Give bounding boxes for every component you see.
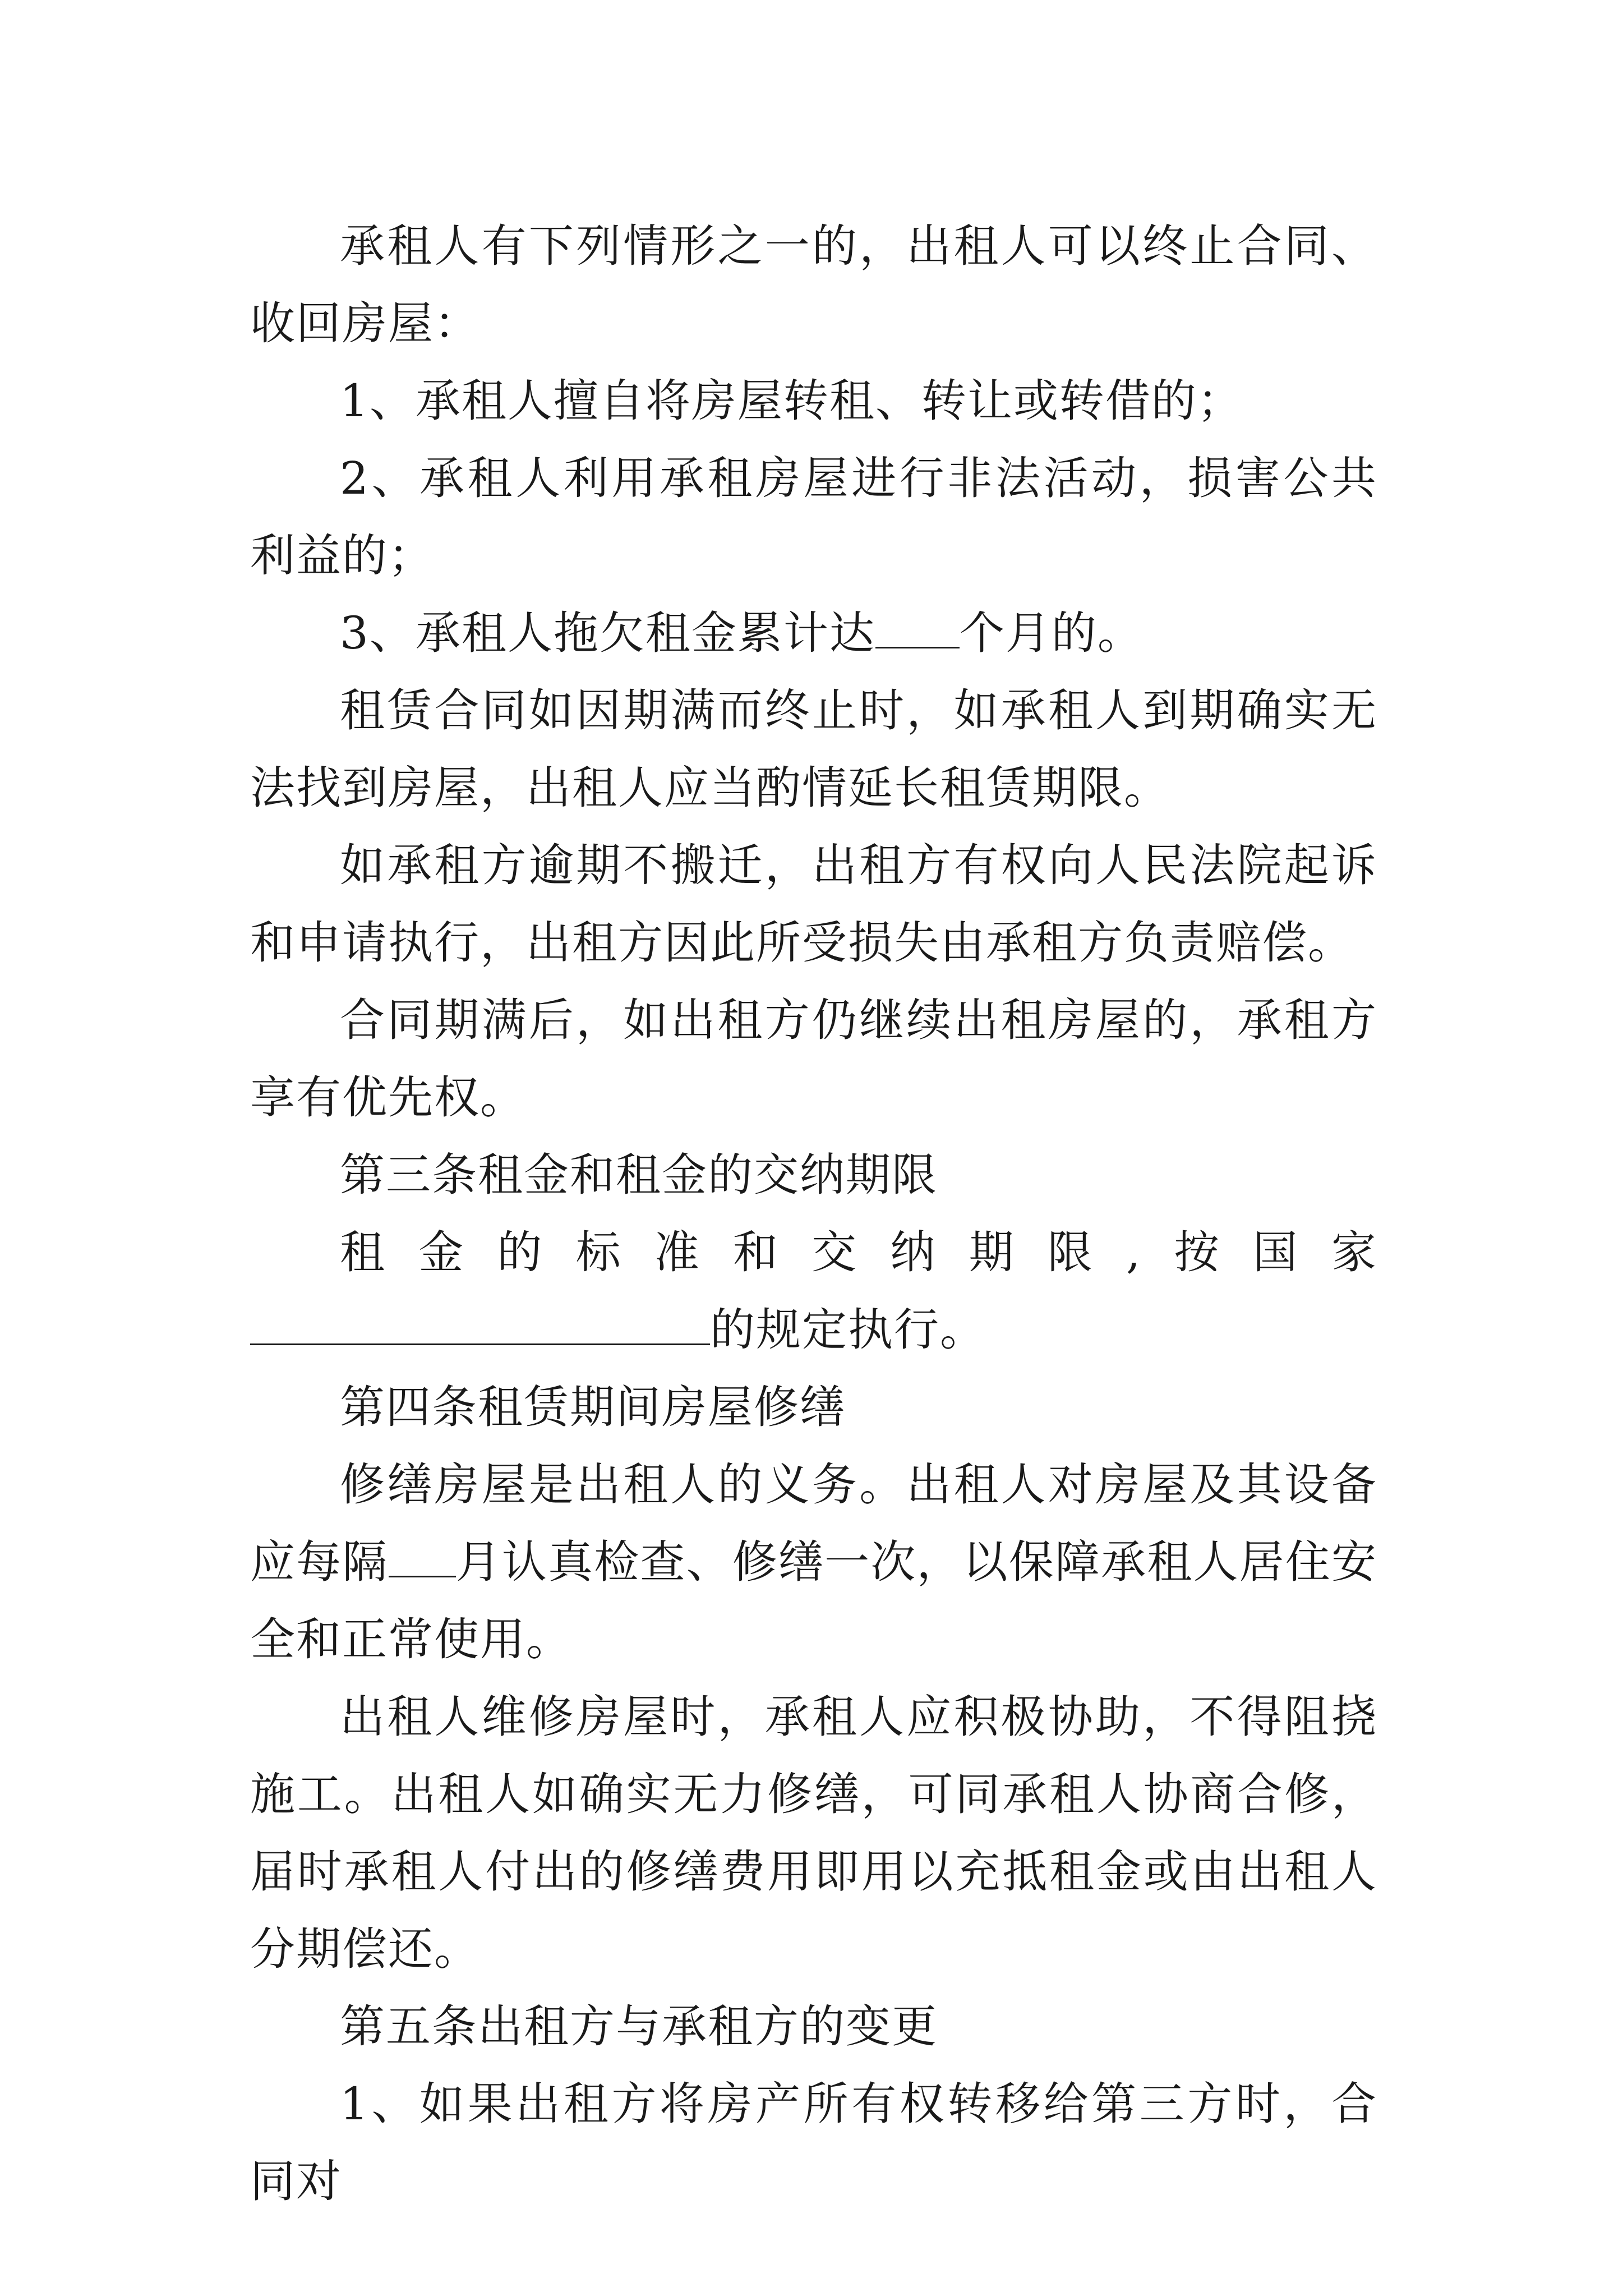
clause-3-text-before: 3、承租人拖欠租金累计达 [340, 607, 875, 659]
interval-blank-field [389, 1536, 456, 1577]
paragraph-lease-expiry: 租赁合同如因期满而终止时，如承租人到期确实无法找到房屋，出租人应当酌情延长租赁期限。 [250, 684, 1377, 814]
paragraph-clause-1: 1、承租人擅自将房屋转租、转让或转借的； [340, 375, 1243, 427]
clause-3-text-after: 个月的。 [959, 607, 1144, 659]
paragraph-overdue-move: 如承租方逾期不搬迁，出租方有权向人民法院起诉和申请执行，出租方因此所受损失由承租方负责赔偿。 [250, 839, 1377, 969]
rent-text-after: 的规定执行。 [710, 1304, 986, 1356]
paragraph-repair-duty [250, 1446, 1377, 1678]
paragraph-termination-conditions: 承租人有下列情形之一的，出租人可以终止合同、收回房屋： [250, 220, 1377, 349]
months-blank-field [875, 608, 960, 648]
regulation-blank-field [250, 1304, 710, 1345]
repair-text-after: 月认真检查、修缮一次，以保障承租人居住安全和正常使用。 [250, 1536, 1378, 1665]
paragraph-repair-cooperation: 出租人维修房屋时，承租人应积极协助，不得阻挠施工。出租人如确实无力修缮，可同承租人协商合修，届时承租人付出的修缮费用即用以充抵租金或由出租人分期偿还。 [250, 1691, 1377, 1975]
rent-text-before: 租金的标准和交纳期限,按国家 [340, 1226, 1377, 1278]
heading-article-5: 第五条出租方与承租方的变更 [340, 2000, 938, 2053]
paragraph-clause-3 [250, 595, 1377, 672]
repair-text-before: 修缮房屋是出租人的义务。出租人对房屋及其设备应每隔 [250, 1458, 1377, 1588]
heading-article-4: 第四条租赁期间房屋修缮 [340, 1381, 846, 1433]
paragraph-priority-right: 合同期满后，如出租方仍继续出租房屋的，承租方享有优先权。 [250, 994, 1377, 1124]
paragraph-rent-standard [250, 1214, 1377, 1369]
paragraph-clause-2: 2、承租人利用承租房屋进行非法活动，损害公共利益的； [250, 452, 1377, 582]
heading-article-3: 第三条租金和租金的交纳期限 [340, 1149, 938, 1201]
document-body [250, 208, 1377, 2220]
paragraph-ownership-transfer: 1、如果出租方将房产所有权转移给第三方时，合同对 [250, 2078, 1377, 2207]
